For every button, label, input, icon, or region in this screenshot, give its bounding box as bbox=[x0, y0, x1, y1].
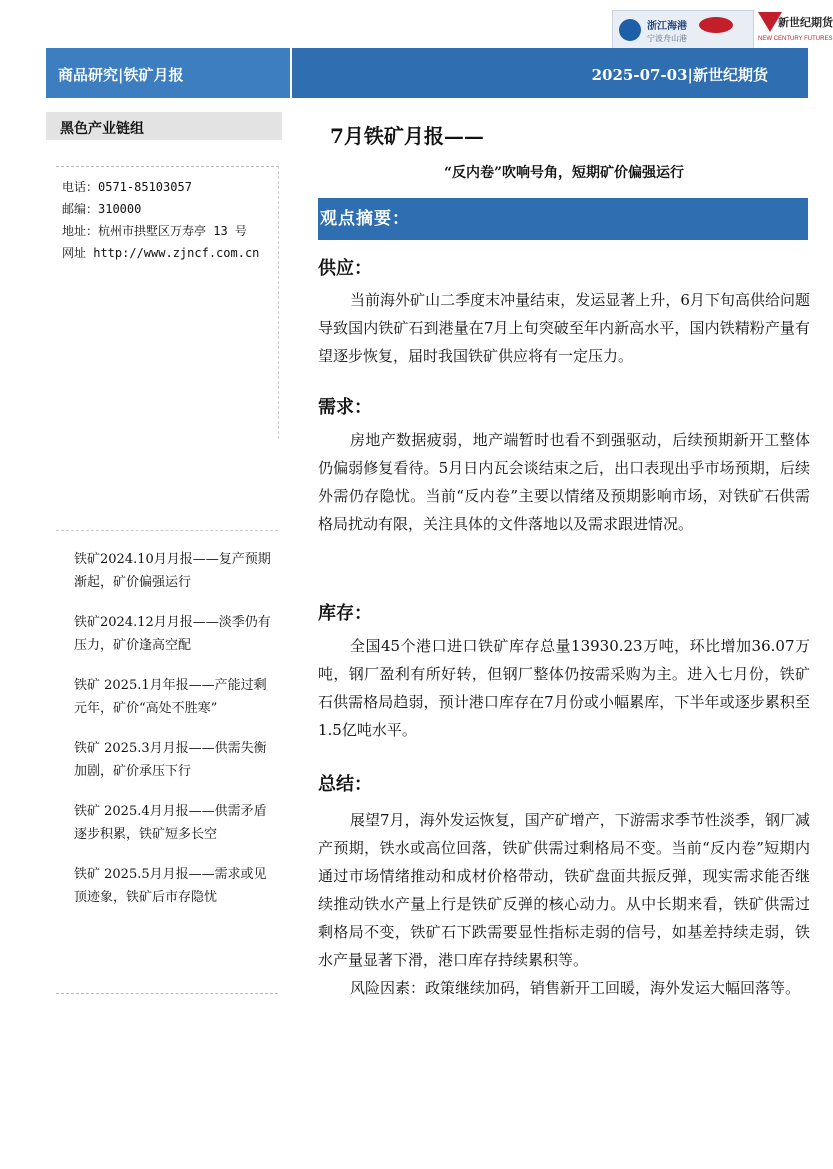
company-logo bbox=[758, 12, 833, 48]
related-report-link[interactable]: 铁矿 2025.4月月报——供需矛盾逐步积累，铁矿短多长空 bbox=[74, 804, 267, 842]
report-date: 2025-07-03|新世纪期货 bbox=[591, 66, 768, 84]
company-logo-text: 新世纪期货 bbox=[778, 16, 833, 29]
group-name: 黑色产业链组 bbox=[60, 121, 144, 137]
summary-heading: 观点摘要： bbox=[320, 209, 410, 229]
report-title: 7月铁矿月报—— bbox=[330, 124, 484, 148]
section-body-supply bbox=[318, 286, 810, 370]
company-logo-en: NEW CENTURY FUTURES bbox=[758, 36, 833, 42]
paragraph: 展望7月，海外发运恢复，国产矿增产，下游需求季节性淡季，钢厂减产预期，铁水或高位回落，铁矿供需过剩格局不变。当前“反内卷”短期内通过市场情绪推动和成材价格带动，铁矿盘面共振反弹，现实需求能否继续推动铁水产量上行是铁矿反弹的核心动力。从中长期来看，铁矿供需过剩格局不变，铁矿石下跌需要显性指标走弱的信号，如基差持续走弱，铁水产量显著下滑，港口库存持续累积等。 bbox=[318, 811, 810, 969]
contact-website[interactable]: 网址 http://www.zjncf.com.cn bbox=[62, 246, 260, 260]
related-report-link[interactable]: 铁矿 2025.5月月报——需求或见顶迹象，铁矿后市存隐忧 bbox=[74, 867, 267, 905]
port-logo-icon bbox=[619, 19, 641, 41]
summary-heading-bar bbox=[318, 198, 808, 240]
paragraph: 风险因素：政策继续加码，销售新开工回暖，海外发运大幅回落等。 bbox=[350, 979, 801, 997]
section-heading-demand: 需求： bbox=[318, 397, 372, 418]
contact-postcode: 邮编：310000 bbox=[62, 202, 142, 216]
related-report-link[interactable]: 铁矿2024.12月月报——淡季仍有压力，矿价逢高空配 bbox=[74, 615, 271, 653]
paragraph: 房地产数据疲弱，地产端暂时也看不到强驱动，后续预期新开工整体仍偏弱修复看待。5月日内瓦会谈结束之后，出口表现出乎市场预期，后续外需仍存隐忧。当前“反内卷”主要以情绪及预期影响市场，对铁矿石供需格局扰动有限，关注具体的文件落地以及需求跟进情况。 bbox=[318, 431, 810, 533]
sidebar-group-tag bbox=[46, 112, 282, 140]
divider bbox=[56, 993, 278, 994]
related-report-link[interactable]: 铁矿 2025.1月年报——产能过剩元年，矿价“高处不胜寒” bbox=[74, 678, 267, 716]
section-body-inventory bbox=[318, 632, 810, 744]
related-reports bbox=[74, 548, 274, 926]
section-heading-summary: 总结： bbox=[318, 774, 372, 795]
port-logo-subtext: 宁波舟山港 bbox=[647, 34, 687, 43]
report-subtitle: “反内卷”吹响号角，短期矿价偏强运行 bbox=[443, 165, 685, 181]
port-logo-text: 浙江海港 bbox=[647, 21, 687, 32]
paragraph: 全国45个港口进口铁矿库存总量13930.23万吨，环比增加36.07万吨，钢厂盈利有所好转，但钢厂整体仍按需采购为主。进入七月份，铁矿石供需格局趋弱，预计港口库存在7月份或小幅累库，下半年或逐步累积至1.5亿吨水平。 bbox=[318, 637, 810, 739]
divider bbox=[56, 530, 278, 531]
contact-phone: 电话：0571-85103057 bbox=[62, 180, 192, 194]
contact-info bbox=[62, 176, 259, 264]
section-heading-supply: 供应： bbox=[318, 258, 372, 279]
port-logo bbox=[612, 10, 754, 50]
section-heading-inventory: 库存： bbox=[318, 603, 372, 624]
related-report-link[interactable]: 铁矿 2025.3月月报——供需失衡加剧，矿价承压下行 bbox=[74, 741, 267, 779]
section-body-summary bbox=[318, 806, 810, 1002]
contact-address: 地址：杭州市拱墅区万寿亭 13 号 bbox=[62, 224, 247, 238]
header-logos bbox=[612, 10, 833, 50]
related-report-link[interactable]: 铁矿2024.10月月报——复产预期渐起，矿价偏强运行 bbox=[74, 552, 271, 590]
header-bar bbox=[46, 48, 808, 98]
section-body-demand bbox=[318, 426, 810, 538]
paragraph: 当前海外矿山二季度末冲量结束，发运显著上升，6月下旬高供给问题导致国内铁矿石到港量在7月上旬突破至年内新高水平，国内铁精粉产量有望逐步恢复，届时我国铁矿供应将有一定压力。 bbox=[318, 291, 810, 365]
report-category: 商品研究|铁矿月报 bbox=[58, 66, 184, 84]
swoosh-icon bbox=[699, 17, 733, 33]
